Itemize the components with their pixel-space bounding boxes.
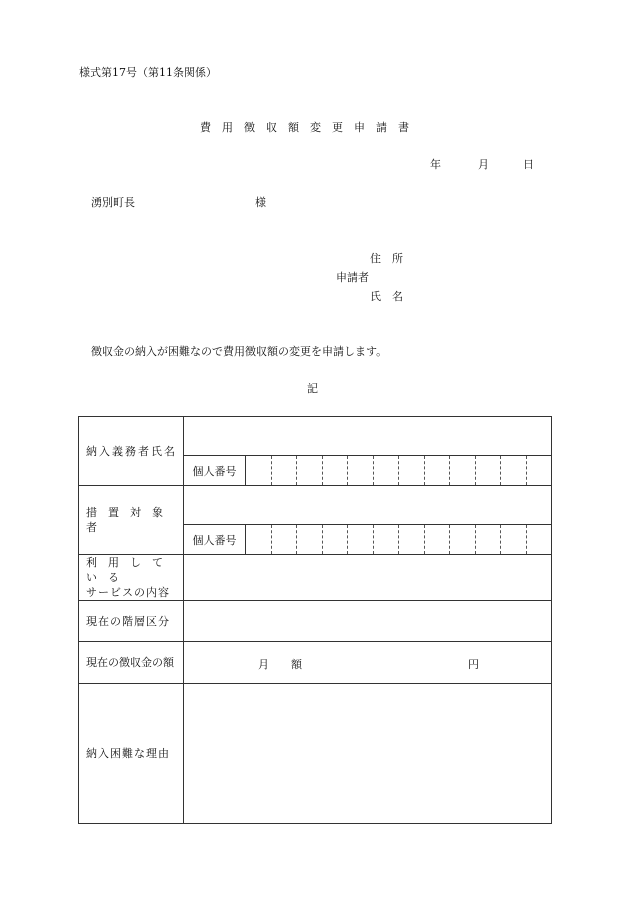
statement-text: 徴収金の納入が困難なので費用徴収額の変更を申請します。 (91, 345, 388, 358)
digit-box[interactable] (500, 525, 526, 554)
target-person-label: 措 置 対 象 者 (79, 486, 184, 555)
service-content-label (79, 555, 184, 601)
digit-box[interactable] (373, 525, 399, 554)
digit-box[interactable] (347, 525, 373, 554)
digit-box[interactable] (271, 456, 297, 485)
digit-box[interactable] (526, 456, 552, 485)
digit-box[interactable] (322, 525, 348, 554)
current-tier-label: 現在の階層区分 (79, 601, 184, 642)
service-label-line-1: 利 用 し て い る (86, 556, 174, 584)
digit-box[interactable] (246, 525, 271, 554)
application-table (78, 416, 552, 824)
payer-individual-number-label: 個人番号 (184, 456, 246, 486)
payer-name-field[interactable] (184, 417, 552, 456)
digit-box[interactable] (449, 525, 475, 554)
addressee-name: 湧別町長 (91, 196, 135, 209)
payer-individual-number-field[interactable] (246, 456, 552, 486)
target-individual-number-label: 個人番号 (184, 525, 246, 555)
digit-box[interactable] (449, 456, 475, 485)
date-year-label: 年 (430, 158, 441, 171)
digit-box[interactable] (373, 456, 399, 485)
digit-box[interactable] (398, 525, 424, 554)
reason-field[interactable] (184, 684, 552, 824)
digit-box[interactable] (475, 525, 501, 554)
document-title: 費用徴収額変更申請書 (200, 121, 420, 134)
digit-box[interactable] (347, 456, 373, 485)
monthly-label: 月 額 (258, 657, 302, 671)
date-day-label: 日 (523, 158, 534, 171)
target-individual-number-field[interactable] (246, 525, 552, 555)
form-number: 様式第17号（第11条関係） (79, 66, 217, 79)
service-label-line-2: サービスの内容 (86, 586, 170, 599)
address-label: 住 所 (370, 252, 403, 265)
digit-box[interactable] (322, 456, 348, 485)
digit-box[interactable] (271, 525, 297, 554)
digit-box[interactable] (526, 525, 552, 554)
current-amount-label: 現在の徴収金の額 (79, 642, 184, 684)
digit-box[interactable] (500, 456, 526, 485)
ki-mark: 記 (307, 382, 318, 395)
digit-box[interactable] (398, 456, 424, 485)
digit-box[interactable] (296, 456, 322, 485)
addressee-honorific: 様 (255, 196, 266, 209)
target-person-field[interactable] (184, 486, 552, 525)
current-amount-field[interactable] (184, 642, 552, 684)
digit-box[interactable] (424, 456, 450, 485)
applicant-label: 申請者 (336, 271, 369, 284)
digit-box[interactable] (246, 456, 271, 485)
name-label: 氏 名 (370, 290, 403, 303)
digit-box[interactable] (475, 456, 501, 485)
service-content-field[interactable] (184, 555, 552, 601)
digit-box[interactable] (296, 525, 322, 554)
date-month-label: 月 (478, 158, 489, 171)
reason-label: 納入困難な理由 (79, 684, 184, 824)
digit-box[interactable] (424, 525, 450, 554)
yen-label: 円 (468, 657, 479, 671)
payer-name-label: 納入義務者氏名 (79, 417, 184, 486)
current-tier-field[interactable] (184, 601, 552, 642)
